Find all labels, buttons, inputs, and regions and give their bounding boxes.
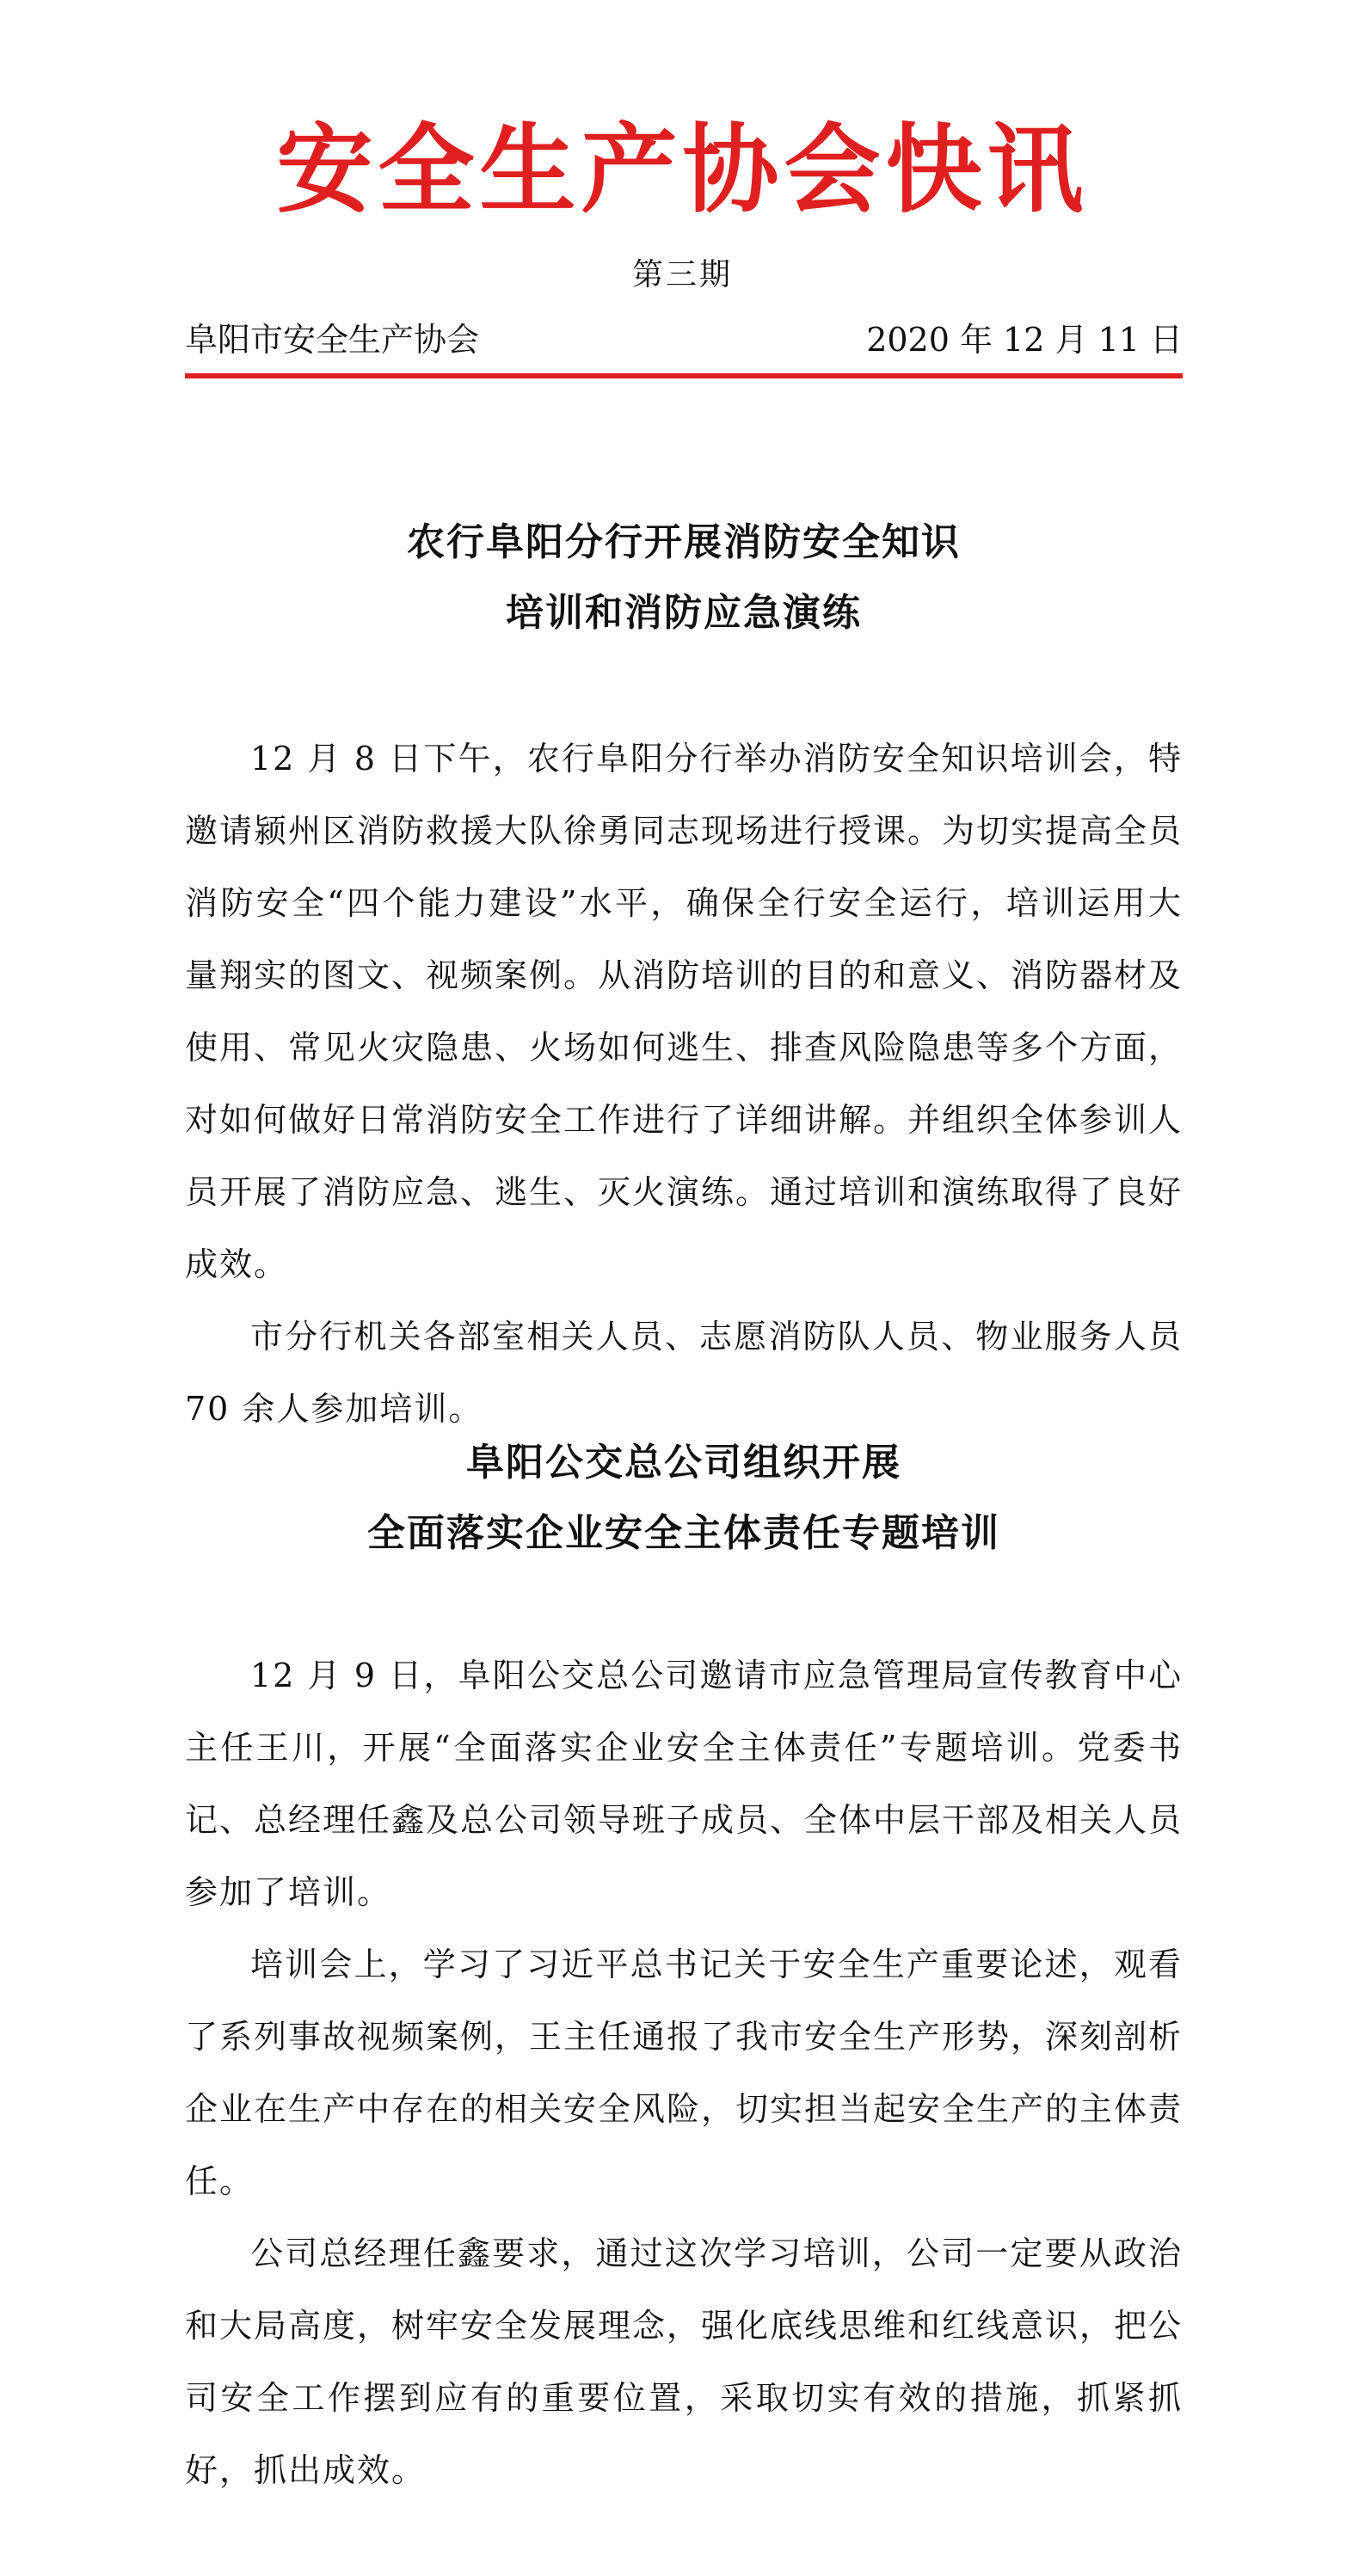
article-title-line: 培训和消防应急演练 bbox=[506, 591, 862, 635]
article-bus-company-training bbox=[185, 1428, 1183, 2506]
article-body bbox=[185, 1639, 1183, 2506]
article-title bbox=[185, 507, 1183, 649]
article-title-line: 阜阳公交总公司组织开展 bbox=[466, 1441, 901, 1485]
publication-date: 2020 年 12 月 11 日 bbox=[866, 321, 1183, 359]
article-title-line: 农行阜阳分行开展消防安全知识 bbox=[407, 520, 961, 564]
article-paragraph: 培训会上，学习了习近平总书记关于安全生产重要论述，观看了系列事故视频案例，王主任通报了我市安全生产形势，深刻剖析企业在生产中存在的相关安全风险，切实担当起安全生产的主体责任。 bbox=[185, 1946, 1184, 2200]
article-paragraph: 市分行机关各部室相关人员、志愿消防队人员、物业服务人员 70 余人参加培训。 bbox=[185, 1318, 1183, 1428]
article-bank-fire-training bbox=[185, 507, 1183, 1445]
article-title-line: 全面落实企业安全主体责任专题培训 bbox=[367, 1511, 1000, 1555]
article-body bbox=[185, 722, 1183, 1445]
issue-number: 第三期 bbox=[631, 257, 733, 292]
article-paragraph: 公司总经理任鑫要求，通过这次学习培训，公司一定要从政治和大局高度，树牢安全发展理念，强化底线思维和红线意识，把公司安全工作摆到应有的重要位置，采取切实有效的措施，抓紧抓好，抓出成效。 bbox=[185, 2235, 1184, 2489]
newsletter-title: 安全生产协会快讯 bbox=[276, 114, 1089, 226]
newsletter-meta bbox=[185, 318, 1183, 361]
article-title bbox=[185, 1428, 1183, 1569]
publisher-name: 阜阳市安全生产协会 bbox=[185, 321, 480, 359]
header-divider bbox=[185, 373, 1183, 378]
article-paragraph: 12 月 8 日下午，农行阜阳分行举办消防安全知识培训会，特邀请颍州区消防救援大队徐勇同志现场进行授课。为切实提高全员消防安全“四个能力建设”水平，确保全行安全运行，培训运用大量翔实的图文、视频案例。从消防培训的目的和意义、消防器材及使用、常见火灾隐患、火场如何逃生、排查风险隐患等多个方面，对如何做好日常消防安全工作进行了详细讲解。并组织全体参训人员开展了消防应急、逃生、灭火演练。通过培训和演练取得了良好成效。 bbox=[185, 740, 1184, 1283]
article-paragraph: 12 月 9 日，阜阳公交总公司邀请市应急管理局宣传教育中心主任王川，开展“全面落实企业安全主体责任”专题培训。党委书记、总经理任鑫及总公司领导班子成员、全体中层干部及相关人员参加了培训。 bbox=[185, 1657, 1184, 1911]
